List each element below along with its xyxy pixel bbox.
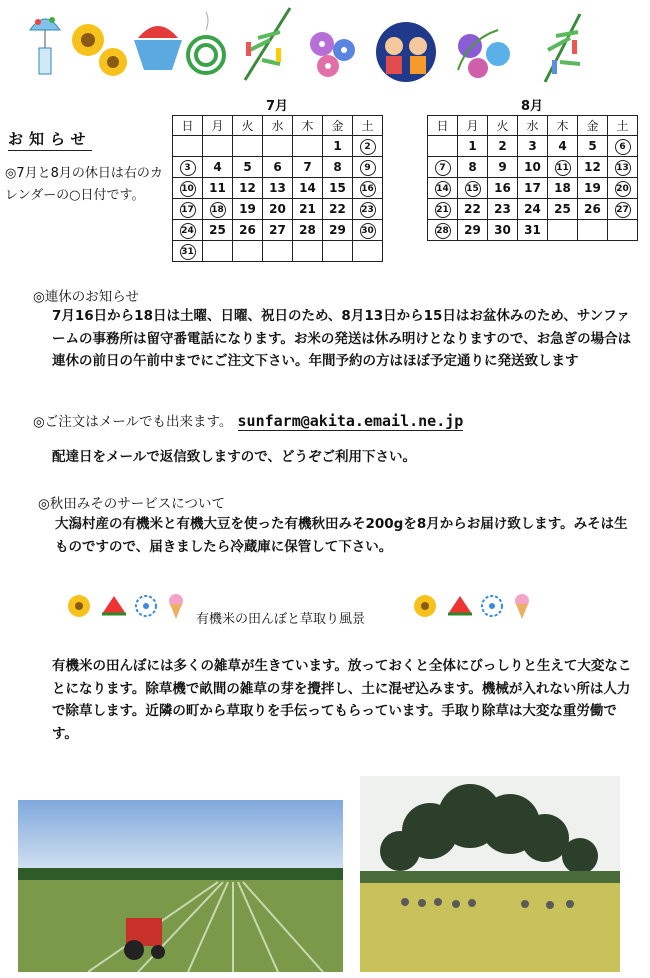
hand-weeding-photo [360,776,620,972]
holiday-circle: 15 [465,181,481,197]
calendar-day [203,136,233,157]
holiday-circle: 10 [180,181,196,197]
tanabata-bamboo-icon [245,8,290,80]
day-number: 8 [468,160,477,174]
calendar-day [233,157,263,178]
calendar-day [233,241,263,262]
calendar-week-row [428,157,638,178]
weekday-header: 土 [353,116,383,136]
day-number: 20 [269,202,286,216]
morning-glory-icon [310,32,355,77]
calendar-day-holiday [608,136,638,157]
calendar-day [323,136,353,157]
weekday-header: 月 [458,116,488,136]
calendar-week-row [428,199,638,220]
day-number: 26 [584,202,601,216]
calendar-day [323,199,353,220]
firework-icon [482,596,502,616]
calendar-day [323,178,353,199]
notice-text: ◎7月と8月の休日は右のカレンダーの○日付です。 [5,166,163,203]
day-number: 24 [524,202,541,216]
day-number: 4 [558,139,567,153]
summer-icons-left [66,592,191,620]
day-number: 31 [524,223,541,237]
calendar-day [488,199,518,220]
day-number: 7 [303,160,312,174]
summer-icons-right [412,592,537,620]
shaved-ice-icon [134,26,182,70]
weekday-header: 水 [263,116,293,136]
tanabata-couple-icon [376,22,436,82]
calendar-july [172,115,383,262]
weeding-title: 有機米の田んぼと草取り風景 [196,612,366,627]
day-number: 27 [269,223,286,237]
calendar-day [203,241,233,262]
holiday-circle: 20 [615,181,631,197]
calendar-day [293,199,323,220]
day-number: 4 [213,160,222,174]
weekday-header: 月 [203,116,233,136]
holiday-circle: 30 [360,223,376,239]
calendar-day-holiday [428,220,458,241]
calendar-day [233,199,263,220]
holiday-body: 7月16日から18日は土曜、日曜、祝日のため、8月13日から15日はお盆休みのため、サンファームの事務所は留守番電話になります。お米の発送は休み明けとなりますので、お急ぎの場合は連休の前日の午前中までにご注文下さい。年間予約の方はほぼ予定通りに発送致します [52,308,632,369]
calendar-day-holiday [353,220,383,241]
day-number: 19 [239,202,256,216]
calendar-day [548,220,578,241]
day-number: 22 [464,202,481,216]
calendar-day [323,157,353,178]
holiday-circle: 16 [360,181,376,197]
holiday-circle: 7 [435,160,451,176]
calendar-day [293,241,323,262]
wind-chime-icon [30,17,60,74]
calendar-day [458,157,488,178]
watermelon-icon [102,596,126,614]
day-number: 26 [239,223,256,237]
holiday-title: ◎連休のお知らせ [33,289,139,305]
calendar-day [578,199,608,220]
day-number: 6 [273,160,282,174]
day-number: 12 [584,160,601,174]
calendar-week-row [173,199,383,220]
calendar-august [427,115,638,241]
calendar-week-row [428,136,638,157]
calendar-day [548,136,578,157]
holiday-circle: 13 [615,160,631,176]
sunflower-icon [72,24,127,76]
calendar-day [458,136,488,157]
calendar-day [263,199,293,220]
order-body: 配達日をメールで返信致しますので、どうぞご利用下さい。 [52,449,416,465]
calendar-day-holiday [173,178,203,199]
calendar-day-holiday [353,136,383,157]
rice-field-tractor-photo [18,800,343,972]
calendar-day [428,136,458,157]
holiday-circle: 2 [360,139,376,155]
day-number: 29 [464,223,481,237]
calendar-day [488,178,518,199]
calendar-day-holiday [428,178,458,199]
holiday-circle: 21 [435,202,451,218]
holiday-circle: 31 [180,244,196,260]
calendar-day [203,178,233,199]
calendar-day [518,199,548,220]
miso-body: 大潟村産の有機米と有機大豆を使った有機秋田みそ200gを8月からお届け致します。みそは生ものですので、届きましたら冷蔵庫に保管して下さい。 [55,516,628,555]
calendar-day [488,157,518,178]
calendar-day-holiday [173,241,203,262]
calendar-day [578,136,608,157]
calendar-day-holiday [428,157,458,178]
weekday-header: 水 [518,116,548,136]
calendar-day-holiday [608,178,638,199]
calendar-day-holiday [353,178,383,199]
sunflower-icon [414,595,436,617]
calendar-day-holiday [353,157,383,178]
holiday-circle: 18 [210,202,226,218]
sunflower-icon [68,595,90,617]
calendar-day [203,220,233,241]
firework-icon [136,596,156,616]
holiday-circle: 17 [180,202,196,218]
calendar-day [578,157,608,178]
day-number: 14 [299,181,316,195]
day-number: 1 [468,139,477,153]
tanabata-bamboo-icon [545,14,580,82]
calendar-day [263,220,293,241]
day-number: 10 [524,160,541,174]
day-number: 18 [554,181,571,195]
calendar-day [518,220,548,241]
calendar-day [458,220,488,241]
calendar-day [293,157,323,178]
calendar-day [353,241,383,262]
day-number: 9 [498,160,507,174]
calendar-day [203,157,233,178]
day-number: 13 [269,181,286,195]
weeding-body: 有機米の田んぼには多くの雑草が生きています。放っておくと全体にびっしりと生えて大変なことになります。除草機で畝間の雑草の芽を攪拌し、土に混ぜ込みます。機械が入れない所は人力で除草します。近隣の町から草取りを手伝ってもらっています。手取り除草は大変な重労働です。 [52,658,632,742]
ice-cream-icon [169,594,183,619]
weekday-header: 木 [293,116,323,136]
day-number: 29 [329,223,346,237]
calendar-day-holiday [353,199,383,220]
calendar-week-row [173,241,383,262]
calendar-day [233,178,263,199]
calendar-week-row [173,157,383,178]
weekday-header: 金 [323,116,353,136]
day-number: 16 [494,181,511,195]
calendar-day [293,136,323,157]
calendar-month-july: 7月 [265,99,289,114]
calendar-day [518,157,548,178]
day-number: 5 [588,139,597,153]
weekday-header: 日 [428,116,458,136]
calendar-day-holiday [203,199,233,220]
email-link[interactable]: sunfarm@akita.email.ne.jp [237,412,464,430]
day-number: 8 [333,160,342,174]
calendar-day-holiday [458,178,488,199]
calendar-day [263,157,293,178]
calendar-day [263,136,293,157]
calendar-day-holiday [173,157,203,178]
day-number: 1 [333,139,342,153]
day-number: 17 [524,181,541,195]
calendar-day-holiday [608,157,638,178]
calendar-day [173,136,203,157]
calendar-day-holiday [428,199,458,220]
calendar-day [323,241,353,262]
miso-title: ◎秋田みそのサービスについて [38,496,226,512]
calendar-day [578,178,608,199]
calendar-day [293,178,323,199]
weekday-header: 日 [173,116,203,136]
day-number: 25 [209,223,226,237]
watermelon-icon [448,596,472,614]
calendar-day [608,220,638,241]
calendar-day [458,199,488,220]
calendar-day [263,178,293,199]
day-number: 22 [329,202,346,216]
calendar-day [488,220,518,241]
day-number: 19 [584,181,601,195]
calendar-month-august: 8月 [520,99,544,114]
holiday-circle: 6 [615,139,631,155]
holiday-circle: 11 [555,160,571,176]
day-number: 25 [554,202,571,216]
calendar-day-holiday [548,157,578,178]
calendar-day [518,136,548,157]
holiday-circle: 28 [435,223,451,239]
order-title: ◎ご注文はメールでも出来ます。 [33,414,233,430]
calendar-day [518,178,548,199]
summer-illustration-banner [0,0,650,92]
calendar-day [323,220,353,241]
mosquito-coil-icon [188,12,224,73]
calendar-day-holiday [173,220,203,241]
holiday-circle: 14 [435,181,451,197]
order-line [33,410,463,430]
calendar-day [578,220,608,241]
calendar-day-holiday [173,199,203,220]
calendar-week-row [173,178,383,199]
calendar-day [263,241,293,262]
calendar-day [233,136,263,157]
holiday-circle: 27 [615,202,631,218]
day-number: 5 [243,160,252,174]
holiday-circle: 23 [360,202,376,218]
day-number: 28 [299,223,316,237]
holiday-circle: 9 [360,160,376,176]
day-number: 30 [494,223,511,237]
calendar-day [233,220,263,241]
weekday-header: 土 [608,116,638,136]
calendar-week-row [173,136,383,157]
calendar-day [488,136,518,157]
day-number: 23 [494,202,511,216]
calendar-week-row [428,220,638,241]
day-number: 12 [239,181,256,195]
calendar-week-row [173,220,383,241]
weekday-header: 金 [578,116,608,136]
calendar-day [293,220,323,241]
weekday-header: 木 [548,116,578,136]
day-number: 21 [299,202,316,216]
calendar-day [548,199,578,220]
day-number: 3 [528,139,537,153]
weekday-header: 火 [488,116,518,136]
morning-glory-icon [458,30,510,78]
holiday-circle: 3 [180,160,196,176]
ice-cream-icon [515,594,529,619]
day-number: 15 [329,181,346,195]
calendar-week-row [428,178,638,199]
calendar-day [548,178,578,199]
day-number: 11 [209,181,226,195]
calendar-day-holiday [608,199,638,220]
weekday-header: 火 [233,116,263,136]
day-number: 2 [498,139,507,153]
notice-title: お知らせ [8,128,92,151]
holiday-circle: 24 [180,223,196,239]
